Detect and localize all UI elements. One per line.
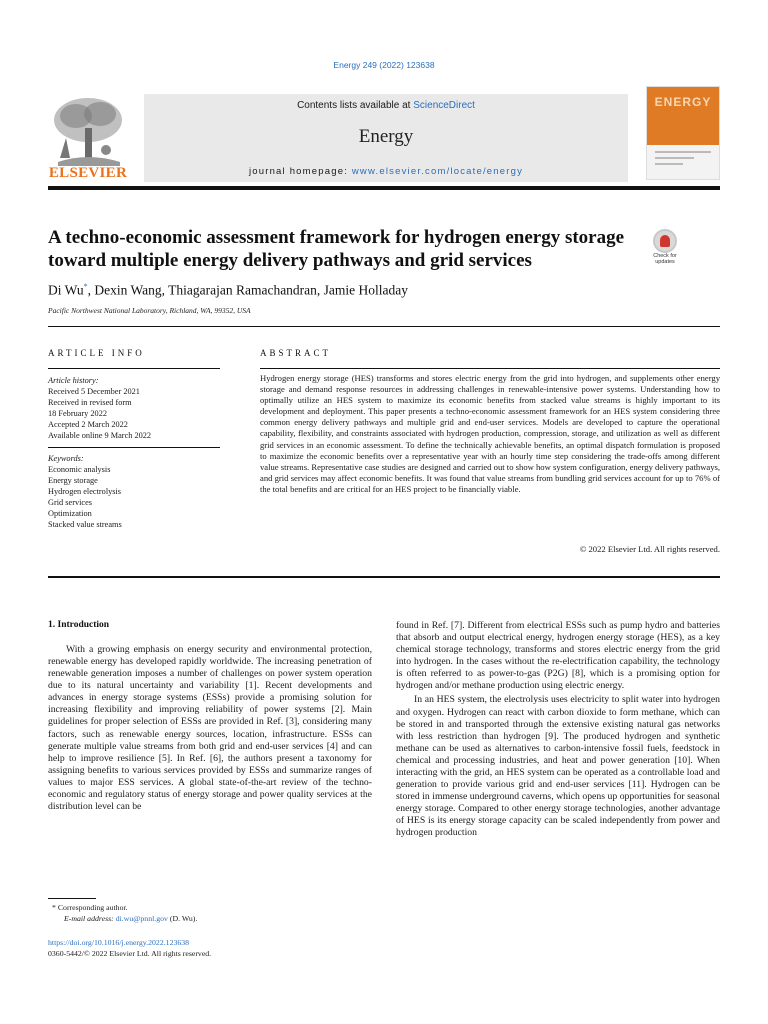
elsevier-tree-logo <box>48 92 128 184</box>
abstract-text: Hydrogen energy storage (HES) transforms and stores electric energy from the grid into hydrogen, and supplements other energy storage and demand response resources in addressing challenges in renewable-intensive power systems. Understanding how to optimally utilize an HES system to maximize its economic benefits from stacked value streams is highly important to its development and deployment. This paper presents a techno-economic assessment framework for an HES system considering three common energy delivery pathways and multiple grid and end-user services. Models are developed to capture the operational capability, flexibility, and constraints associated with hydrogen production, compression, storage, and utilization as well as different grid services in an economic assessment. To define the technically achievable benefits, an optimal dispatch formulation is proposed to maximize the economic benefits over a representative year with an hourly time step considering the trade-offs among different value streams. Representative case studies are designed and carried out to show how system configuration, energy delivery pathways, and grid services may affect economic benefits. It was found that value streams from bundling grid services account for up to 76% of the total benefits and are critical for an HES project to be financially viable. <box>260 373 720 494</box>
header-divider <box>48 186 720 190</box>
article-info-rule-mid <box>48 447 220 448</box>
cover-title: ENERGY <box>654 95 712 109</box>
journal-homepage-line: journal homepage: www.elsevier.com/locate/energy <box>248 166 524 177</box>
elsevier-wordmark: ELSEVIER <box>48 165 128 181</box>
keyword-item: Stacked value streams <box>48 520 122 529</box>
keyword-item: Hydrogen electrolysis <box>48 487 122 496</box>
keyword-item: Grid services <box>48 498 93 507</box>
other-authors: , Dexin Wang, Thiagarajan Ramachandran, Jamie Holladay <box>87 282 409 298</box>
article-title: A techno-economic assessment framework for hydrogen energy storage toward multiple energy delivery pathways and grid services <box>48 227 625 271</box>
email-label: E-mail address: <box>64 914 116 923</box>
author-list <box>48 282 408 299</box>
affiliation: Pacific Northwest National Laboratory, Richland, WA, 99352, USA <box>48 306 251 315</box>
email-link[interactable]: di.wu@pnnl.gov <box>115 914 168 923</box>
body-column-left <box>48 644 372 813</box>
cover-text-lines <box>655 151 711 169</box>
keywords-label: Keywords: <box>48 454 84 463</box>
check-updates-label: Check for updates <box>653 253 677 265</box>
sciencedirect-link[interactable]: ScienceDirect <box>413 100 475 111</box>
history-label: Article history: <box>48 376 99 385</box>
abstract-divider <box>48 576 720 578</box>
contents-line: Contents lists available at ScienceDirect <box>297 100 475 111</box>
abstract-rule <box>260 368 720 369</box>
body-paragraph: found in Ref. [7]. Different from electrical ESSs such as pump hydro and batteries that absorb and output electrical energy, hydrogen energy storage (HES), as a key chemical storage technology, transforms and stores electric energy from the grid into hydrogen. In the cases without the re-electrification capability, the technology is often referred to as power-to-gas (P2G) [8], which is a promising option for hydrogen and/or methane production using electric energy. <box>396 620 720 692</box>
section-heading-introduction: 1. Introduction <box>48 620 110 630</box>
journal-header <box>48 86 720 186</box>
title-divider <box>48 326 720 327</box>
cover-color-block <box>647 87 719 145</box>
history-item: 18 February 2022 <box>48 409 107 418</box>
footnote-corresponding: * Corresponding author. <box>52 903 128 912</box>
article-info-heading: ARTICLE INFO <box>48 348 145 358</box>
journal-cover-image[interactable] <box>646 86 720 180</box>
history-item: Available online 9 March 2022 <box>48 431 152 440</box>
citation-link[interactable]: Energy 249 (2022) 123638 <box>333 60 435 70</box>
history-item: Received in revised form <box>48 398 132 407</box>
corresponding-author-mark[interactable]: * <box>83 282 88 291</box>
doi-link[interactable]: https://doi.org/10.1016/j.energy.2022.123638 <box>48 938 190 947</box>
keywords <box>48 453 220 530</box>
journal-citation[interactable] <box>0 60 768 70</box>
body-paragraph: In an HES system, the electrolysis uses electricity to split water into hydrogen and oxygen. Hydrogen can react with carbon dioxide to form methane, which can be stored in and transported through the extensive existing natural gas networks with less restriction than hydrogen [9]. The produced hydrogen and synthetic methane can be used as alternatives to carbon-intensive fossil fuels, feedstock in chemical and processing industries, and heat and power generation [10]. When interacting with the grid, an HES system can be operated as a controllable load and generation to provide various grid and end-user services [11]. Hydrogen can be stored in immense underground caverns, which opens up opportunities for seasonal energy storage. Compared to other energy storage technologies, another advantage of HES is its energy storage capacity can be scaled independently from power and hydrogen production <box>396 694 720 839</box>
abstract-copyright: © 2022 Elsevier Ltd. All rights reserved. <box>579 544 720 554</box>
body-column-right <box>396 620 720 839</box>
keyword-item: Energy storage <box>48 476 98 485</box>
article-info <box>48 375 220 536</box>
history-item: Received 5 December 2021 <box>48 387 140 396</box>
check-for-updates-icon[interactable] <box>646 229 684 267</box>
history-item: Accepted 2 March 2022 <box>48 420 128 429</box>
footnote-email: E-mail address: di.wu@pnnl.gov (D. Wu). <box>64 914 198 923</box>
author-di-wu[interactable]: Di Wu <box>48 282 84 298</box>
journal-banner <box>144 94 628 182</box>
body-paragraph: With a growing emphasis on energy security and environmental protection, renewable energy has developed rapidly worldwide. The increasing penetration of renewable generation imposes a number of challenges on power system operation due to its natural uncertainty and variability [1]. Recent developments and advances in energy storage systems (ESSs) provide a promising solution for increasing flexibility and improving reliability of power systems [2]. Main guidelines for proper selection of ESSs are provided in Ref. [3], considering many factors, such as renewable energy sources, location, infrastructure. ESSs can generate multiple value streams from both grid and end-user services [4] and can help to improve resilience [5]. In Ref. [6], the authors present a taxonomy for assigning benefits to various services provided by ESSs and summarize ranges of values to major ESS services. A global state-of-the-art review of the techno-economic and regulatory status of energy storage and power quality services at the distribution level can be <box>48 644 372 813</box>
article-history <box>48 375 220 441</box>
keyword-item: Optimization <box>48 509 92 518</box>
journal-title: Energy <box>358 126 414 147</box>
article-info-rule-top <box>48 368 220 369</box>
check-updates-badge <box>653 229 677 253</box>
footnote-rule <box>48 898 96 899</box>
keyword-item: Economic analysis <box>48 465 111 474</box>
issn-copyright: 0360-5442/© 2022 Elsevier Ltd. All rights reserved. <box>48 949 212 958</box>
abstract-heading: ABSTRACT <box>260 348 332 358</box>
journal-homepage-link[interactable]: www.elsevier.com/locate/energy <box>351 166 524 177</box>
